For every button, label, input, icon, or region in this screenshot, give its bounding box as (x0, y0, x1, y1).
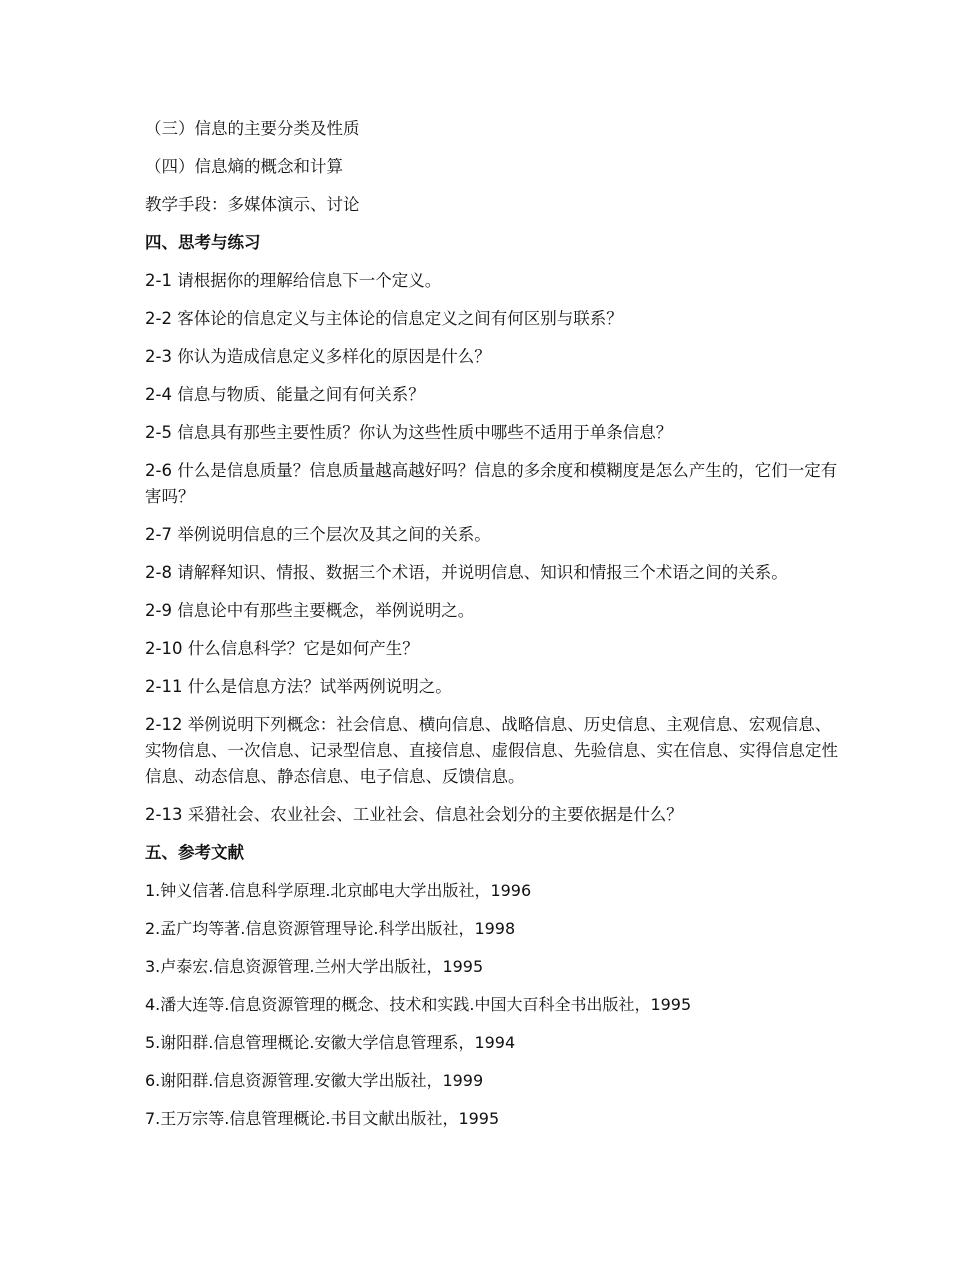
section-five-title: 五、参考文献 (145, 843, 244, 862)
question-2-1: 2-1 请根据你的理解给信息下一个定义。 (145, 271, 442, 290)
reference-item: 1.钟义信著.信息科学原理.北京邮电大学出版社，1996 (145, 881, 532, 900)
question-2-6: 2-6 什么是信息质量？信息质量越高越好吗？信息的多余度和模糊度是怎么产生的，它们一定有害吗？ (145, 461, 838, 506)
outline-item-4: （四）信息熵的概念和计算 (145, 157, 343, 176)
reference-item: 6.谢阳群.信息资源管理.安徽大学出版社，1999 (145, 1071, 484, 1090)
teaching-method: 教学手段：多媒体演示、讨论 (145, 195, 360, 214)
question-2-4: 2-4 信息与物质、能量之间有何关系？ (145, 385, 425, 404)
reference-item: 3.卢泰宏.信息资源管理.兰州大学出版社，1995 (145, 957, 484, 976)
reference-item: 2.孟广均等著.信息资源管理导论.科学出版社，1998 (145, 919, 516, 938)
question-2-8: 2-8 请解释知识、情报、数据三个术语，并说明信息、知识和情报三个术语之间的关系。 (145, 563, 788, 582)
question-2-11: 2-11 什么是信息方法？试举两例说明之。 (145, 677, 452, 696)
reference-item: 5.谢阳群.信息管理概论.安徽大学信息管理系，1994 (145, 1033, 516, 1052)
question-2-7: 2-7 举例说明信息的三个层次及其之间的关系。 (145, 525, 491, 544)
question-2-5: 2-5 信息具有那些主要性质？你认为这些性质中哪些不适用于单条信息？ (145, 423, 673, 442)
question-2-10: 2-10 什么信息科学？它是如何产生？ (145, 639, 419, 658)
question-2-13: 2-13 采猎社会、农业社会、工业社会、信息社会划分的主要依据是什么？ (145, 805, 683, 824)
question-2-9: 2-9 信息论中有那些主要概念，举例说明之。 (145, 601, 475, 620)
question-2-12: 2-12 举例说明下列概念：社会信息、横向信息、战略信息、历史信息、主观信息、宏观信息、实物信息、一次信息、记录型信息、直接信息、虚假信息、先验信息、实在信息、实得信息定性信息、动态信息、静态信息、电子信息、反馈信息。 (145, 715, 838, 786)
question-2-3: 2-3 你认为造成信息定义多样化的原因是什么？ (145, 347, 491, 366)
section-four-title: 四、思考与练习 (145, 233, 261, 252)
reference-item: 4.潘大连等.信息资源管理的概念、技术和实践.中国大百科全书出版社，1995 (145, 995, 692, 1014)
question-2-2: 2-2 客体论的信息定义与主体论的信息定义之间有何区别与联系？ (145, 309, 623, 328)
reference-item: 7.王万宗等.信息管理概论.书目文献出版社，1995 (145, 1109, 500, 1128)
outline-item-3: （三）信息的主要分类及性质 (145, 119, 360, 138)
